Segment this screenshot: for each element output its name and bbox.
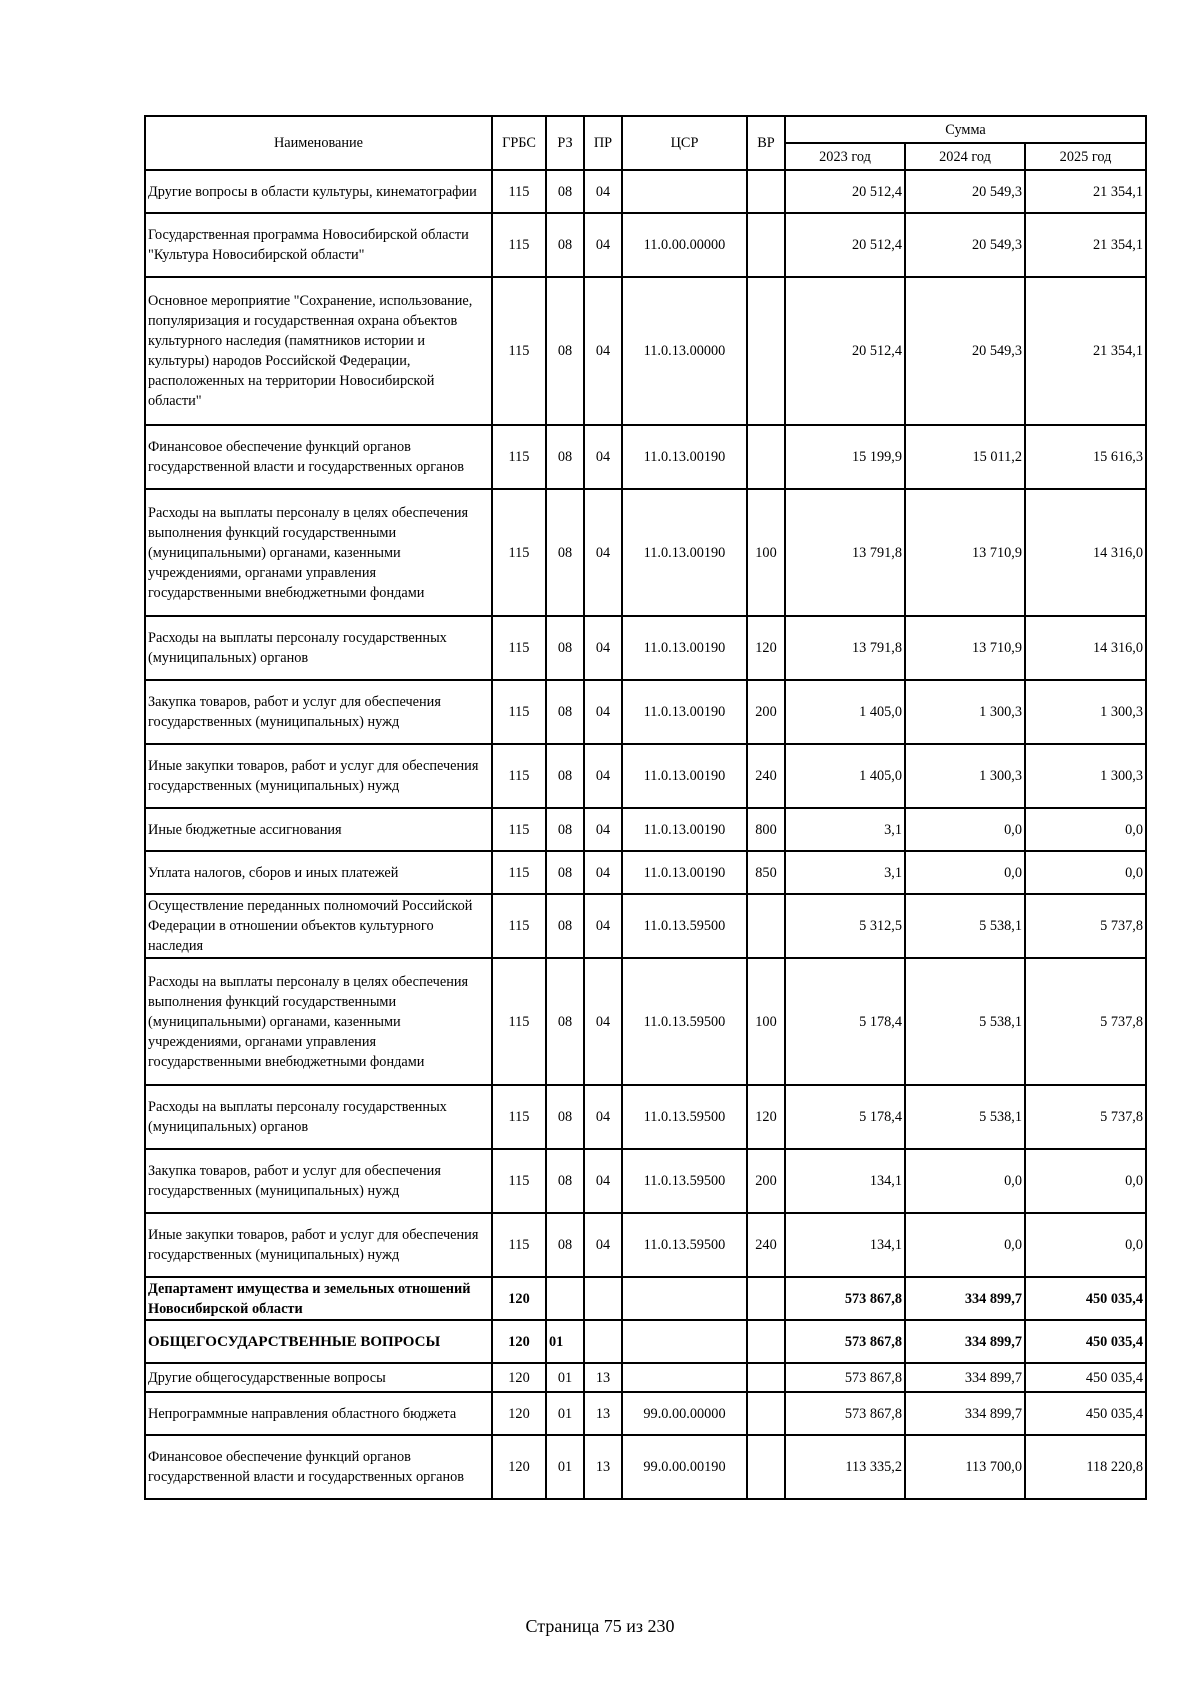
cell-vr (747, 170, 785, 213)
cell-csr: 11.0.13.00190 (622, 425, 747, 489)
cell-rz: 08 (546, 1149, 584, 1213)
page-number: Страница 75 из 230 (525, 1616, 675, 1636)
cell-y2025: 450 035,4 (1025, 1392, 1146, 1435)
table-row (145, 425, 1146, 489)
header-csr: ЦСР (622, 116, 747, 170)
cell-vr: 120 (747, 616, 785, 680)
cell-rz: 08 (546, 808, 584, 851)
cell-grbs: 115 (492, 1149, 546, 1213)
cell-vr: 120 (747, 1085, 785, 1149)
table-row (145, 1085, 1146, 1149)
cell-csr: 11.0.13.00000 (622, 277, 747, 425)
cell-y2024: 334 899,7 (905, 1363, 1025, 1392)
cell-vr: 100 (747, 958, 785, 1085)
cell-y2023: 573 867,8 (785, 1277, 905, 1320)
cell-y2025: 5 737,8 (1025, 894, 1146, 958)
cell-csr (622, 1277, 747, 1320)
cell-y2024: 0,0 (905, 808, 1025, 851)
cell-pr (584, 1320, 622, 1363)
cell-y2024: 334 899,7 (905, 1277, 1025, 1320)
cell-grbs: 115 (492, 213, 546, 277)
cell-y2023: 573 867,8 (785, 1363, 905, 1392)
cell-grbs: 120 (492, 1435, 546, 1499)
table-row (145, 894, 1146, 958)
header-sum: Сумма (785, 116, 1146, 143)
cell-csr: 11.0.00.00000 (622, 213, 747, 277)
cell-pr: 04 (584, 170, 622, 213)
cell-y2024: 334 899,7 (905, 1392, 1025, 1435)
cell-name: Иные бюджетные ассигнования (145, 808, 492, 851)
cell-name: Расходы на выплаты персоналу государственных (муниципальных) органов (145, 1085, 492, 1149)
cell-y2025: 14 316,0 (1025, 616, 1146, 680)
cell-y2024: 5 538,1 (905, 894, 1025, 958)
cell-rz: 01 (546, 1392, 584, 1435)
cell-y2023: 3,1 (785, 851, 905, 894)
cell-csr: 11.0.13.00190 (622, 680, 747, 744)
cell-y2024: 5 538,1 (905, 1085, 1025, 1149)
cell-pr: 04 (584, 1149, 622, 1213)
table-row (145, 489, 1146, 616)
cell-name: Другие вопросы в области культуры, кинематографии (145, 170, 492, 213)
table-row (145, 958, 1146, 1085)
table-row (145, 170, 1146, 213)
header-vr: ВР (747, 116, 785, 170)
cell-y2024: 20 549,3 (905, 170, 1025, 213)
cell-y2025: 0,0 (1025, 808, 1146, 851)
table-row (145, 616, 1146, 680)
table-row (145, 1435, 1146, 1499)
cell-vr: 200 (747, 680, 785, 744)
cell-vr (747, 1320, 785, 1363)
cell-y2023: 5 178,4 (785, 958, 905, 1085)
cell-rz: 01 (546, 1363, 584, 1392)
cell-vr: 100 (747, 489, 785, 616)
cell-y2025: 1 300,3 (1025, 680, 1146, 744)
cell-y2023: 5 178,4 (785, 1085, 905, 1149)
header-year-2024: 2024 год (905, 143, 1025, 170)
cell-csr: 99.0.00.00000 (622, 1392, 747, 1435)
cell-name: Финансовое обеспечение функций органов государственной власти и государственных органов (145, 425, 492, 489)
cell-csr (622, 1363, 747, 1392)
cell-grbs: 115 (492, 489, 546, 616)
cell-csr (622, 170, 747, 213)
cell-csr: 99.0.00.00190 (622, 1435, 747, 1499)
cell-csr: 11.0.13.00190 (622, 808, 747, 851)
table-body (145, 170, 1146, 1499)
cell-pr: 04 (584, 1213, 622, 1277)
cell-pr: 13 (584, 1435, 622, 1499)
cell-grbs: 115 (492, 277, 546, 425)
table-row (145, 1363, 1146, 1392)
cell-csr: 11.0.13.00190 (622, 489, 747, 616)
cell-vr (747, 213, 785, 277)
cell-y2025: 14 316,0 (1025, 489, 1146, 616)
table-row (145, 1392, 1146, 1435)
cell-vr (747, 1392, 785, 1435)
table-row (145, 1277, 1146, 1320)
cell-rz: 08 (546, 1085, 584, 1149)
cell-y2023: 13 791,8 (785, 489, 905, 616)
cell-vr: 240 (747, 1213, 785, 1277)
cell-y2024: 5 538,1 (905, 958, 1025, 1085)
cell-grbs: 115 (492, 616, 546, 680)
cell-vr: 240 (747, 744, 785, 808)
cell-vr (747, 1435, 785, 1499)
cell-y2024: 1 300,3 (905, 680, 1025, 744)
cell-y2023: 573 867,8 (785, 1392, 905, 1435)
cell-y2025: 5 737,8 (1025, 958, 1146, 1085)
cell-pr: 04 (584, 808, 622, 851)
budget-table-container (144, 115, 1147, 1500)
table-row (145, 1149, 1146, 1213)
cell-name: Осуществление переданных полномочий Российской Федерации в отношении объектов культурного наследия (145, 894, 492, 958)
cell-rz (546, 1277, 584, 1320)
cell-pr: 04 (584, 277, 622, 425)
cell-csr: 11.0.13.59500 (622, 894, 747, 958)
cell-grbs: 115 (492, 744, 546, 808)
cell-grbs: 115 (492, 851, 546, 894)
cell-grbs: 115 (492, 958, 546, 1085)
table-row (145, 744, 1146, 808)
cell-y2023: 5 312,5 (785, 894, 905, 958)
cell-y2025: 0,0 (1025, 851, 1146, 894)
cell-vr: 800 (747, 808, 785, 851)
cell-rz: 01 (546, 1435, 584, 1499)
cell-rz: 08 (546, 277, 584, 425)
header-grbs: ГРБС (492, 116, 546, 170)
cell-grbs: 115 (492, 1085, 546, 1149)
cell-y2025: 118 220,8 (1025, 1435, 1146, 1499)
cell-pr: 04 (584, 894, 622, 958)
header-rz: РЗ (546, 116, 584, 170)
cell-rz: 08 (546, 744, 584, 808)
header-year-2025: 2025 год (1025, 143, 1146, 170)
cell-y2024: 0,0 (905, 851, 1025, 894)
cell-y2024: 0,0 (905, 1213, 1025, 1277)
cell-name: Департамент имущества и земельных отношений Новосибирской области (145, 1277, 492, 1320)
cell-grbs: 115 (492, 425, 546, 489)
cell-y2023: 15 199,9 (785, 425, 905, 489)
cell-rz: 08 (546, 894, 584, 958)
cell-csr: 11.0.13.00190 (622, 744, 747, 808)
cell-rz: 08 (546, 851, 584, 894)
cell-rz: 08 (546, 489, 584, 616)
cell-grbs: 120 (492, 1320, 546, 1363)
cell-rz: 08 (546, 213, 584, 277)
cell-grbs: 120 (492, 1392, 546, 1435)
cell-name: Государственная программа Новосибирской области "Культура Новосибирской области" (145, 213, 492, 277)
cell-y2025: 15 616,3 (1025, 425, 1146, 489)
cell-pr: 04 (584, 851, 622, 894)
cell-rz: 08 (546, 1213, 584, 1277)
cell-rz: 08 (546, 680, 584, 744)
table-row (145, 213, 1146, 277)
cell-y2023: 113 335,2 (785, 1435, 905, 1499)
cell-y2025: 5 737,8 (1025, 1085, 1146, 1149)
cell-csr: 11.0.13.59500 (622, 1213, 747, 1277)
cell-name: Иные закупки товаров, работ и услуг для обеспечения государственных (муниципальных) нужд (145, 744, 492, 808)
table-row (145, 1320, 1146, 1363)
cell-y2025: 0,0 (1025, 1213, 1146, 1277)
cell-pr: 04 (584, 958, 622, 1085)
cell-rz: 08 (546, 958, 584, 1085)
cell-csr (622, 1320, 747, 1363)
cell-y2024: 334 899,7 (905, 1320, 1025, 1363)
cell-y2025: 1 300,3 (1025, 744, 1146, 808)
cell-y2024: 13 710,9 (905, 489, 1025, 616)
table-row (145, 680, 1146, 744)
cell-name: Непрограммные направления областного бюджета (145, 1392, 492, 1435)
cell-name: Расходы на выплаты персоналу государственных (муниципальных) органов (145, 616, 492, 680)
cell-grbs: 115 (492, 808, 546, 851)
cell-vr (747, 425, 785, 489)
cell-y2025: 0,0 (1025, 1149, 1146, 1213)
table-row (145, 808, 1146, 851)
cell-name: Закупка товаров, работ и услуг для обеспечения государственных (муниципальных) нужд (145, 1149, 492, 1213)
cell-vr (747, 277, 785, 425)
cell-y2024: 113 700,0 (905, 1435, 1025, 1499)
cell-y2023: 20 512,4 (785, 170, 905, 213)
cell-name: Основное мероприятие "Сохранение, использование, популяризация и государственная охрана объектов культурного наследия (памятников истории и культуры) народов Российской Федерации, расположенных на территории Новосибирской области" (145, 277, 492, 425)
cell-y2023: 573 867,8 (785, 1320, 905, 1363)
cell-name: Другие общегосударственные вопросы (145, 1363, 492, 1392)
cell-grbs: 115 (492, 680, 546, 744)
cell-y2025: 450 035,4 (1025, 1363, 1146, 1392)
cell-pr: 04 (584, 744, 622, 808)
cell-vr: 200 (747, 1149, 785, 1213)
cell-grbs: 120 (492, 1363, 546, 1392)
header-year-2023: 2023 год (785, 143, 905, 170)
table-row (145, 1213, 1146, 1277)
cell-y2023: 1 405,0 (785, 744, 905, 808)
cell-vr (747, 1363, 785, 1392)
header-row-1 (145, 116, 1146, 143)
cell-y2024: 20 549,3 (905, 213, 1025, 277)
cell-name: Закупка товаров, работ и услуг для обеспечения государственных (муниципальных) нужд (145, 680, 492, 744)
cell-y2023: 134,1 (785, 1213, 905, 1277)
cell-name: Расходы на выплаты персоналу в целях обеспечения выполнения функций государственными (муниципальными) органами, казенными учреждениями, органами управления государственными внебюджетными фондами (145, 489, 492, 616)
cell-pr: 04 (584, 489, 622, 616)
cell-grbs: 115 (492, 894, 546, 958)
cell-y2025: 21 354,1 (1025, 170, 1146, 213)
cell-y2025: 21 354,1 (1025, 277, 1146, 425)
cell-y2023: 20 512,4 (785, 213, 905, 277)
cell-name: Уплата налогов, сборов и иных платежей (145, 851, 492, 894)
cell-y2024: 0,0 (905, 1149, 1025, 1213)
cell-y2025: 21 354,1 (1025, 213, 1146, 277)
cell-y2024: 13 710,9 (905, 616, 1025, 680)
cell-csr: 11.0.13.59500 (622, 1085, 747, 1149)
cell-vr (747, 894, 785, 958)
cell-pr: 04 (584, 616, 622, 680)
cell-pr: 04 (584, 1085, 622, 1149)
cell-y2025: 450 035,4 (1025, 1320, 1146, 1363)
cell-pr: 04 (584, 425, 622, 489)
cell-csr: 11.0.13.00190 (622, 616, 747, 680)
cell-pr (584, 1277, 622, 1320)
cell-rz: 08 (546, 425, 584, 489)
cell-grbs: 115 (492, 170, 546, 213)
cell-y2023: 1 405,0 (785, 680, 905, 744)
cell-y2025: 450 035,4 (1025, 1277, 1146, 1320)
cell-grbs: 120 (492, 1277, 546, 1320)
cell-y2023: 134,1 (785, 1149, 905, 1213)
cell-pr: 13 (584, 1392, 622, 1435)
cell-name: Иные закупки товаров, работ и услуг для обеспечения государственных (муниципальных) нужд (145, 1213, 492, 1277)
cell-y2024: 20 549,3 (905, 277, 1025, 425)
table-row (145, 851, 1146, 894)
cell-pr: 04 (584, 680, 622, 744)
cell-rz: 08 (546, 170, 584, 213)
header-name: Наименование (145, 116, 492, 170)
cell-pr: 04 (584, 213, 622, 277)
cell-y2023: 20 512,4 (785, 277, 905, 425)
cell-y2023: 3,1 (785, 808, 905, 851)
header-pr: ПР (584, 116, 622, 170)
cell-y2024: 15 011,2 (905, 425, 1025, 489)
cell-name: ОБЩЕГОСУДАРСТВЕННЫЕ ВОПРОСЫ (145, 1320, 492, 1363)
cell-csr: 11.0.13.59500 (622, 1149, 747, 1213)
cell-y2023: 13 791,8 (785, 616, 905, 680)
cell-y2024: 1 300,3 (905, 744, 1025, 808)
cell-name: Финансовое обеспечение функций органов государственной власти и государственных органов (145, 1435, 492, 1499)
cell-rz: 01 (546, 1320, 584, 1363)
cell-pr: 13 (584, 1363, 622, 1392)
cell-vr (747, 1277, 785, 1320)
budget-table (144, 115, 1147, 1500)
cell-csr: 11.0.13.00190 (622, 851, 747, 894)
table-row (145, 277, 1146, 425)
cell-name: Расходы на выплаты персоналу в целях обеспечения выполнения функций государственными (муниципальными) органами, казенными учреждениями, органами управления государственными внебюджетными фондами (145, 958, 492, 1085)
cell-vr: 850 (747, 851, 785, 894)
cell-rz: 08 (546, 616, 584, 680)
cell-grbs: 115 (492, 1213, 546, 1277)
cell-csr: 11.0.13.59500 (622, 958, 747, 1085)
